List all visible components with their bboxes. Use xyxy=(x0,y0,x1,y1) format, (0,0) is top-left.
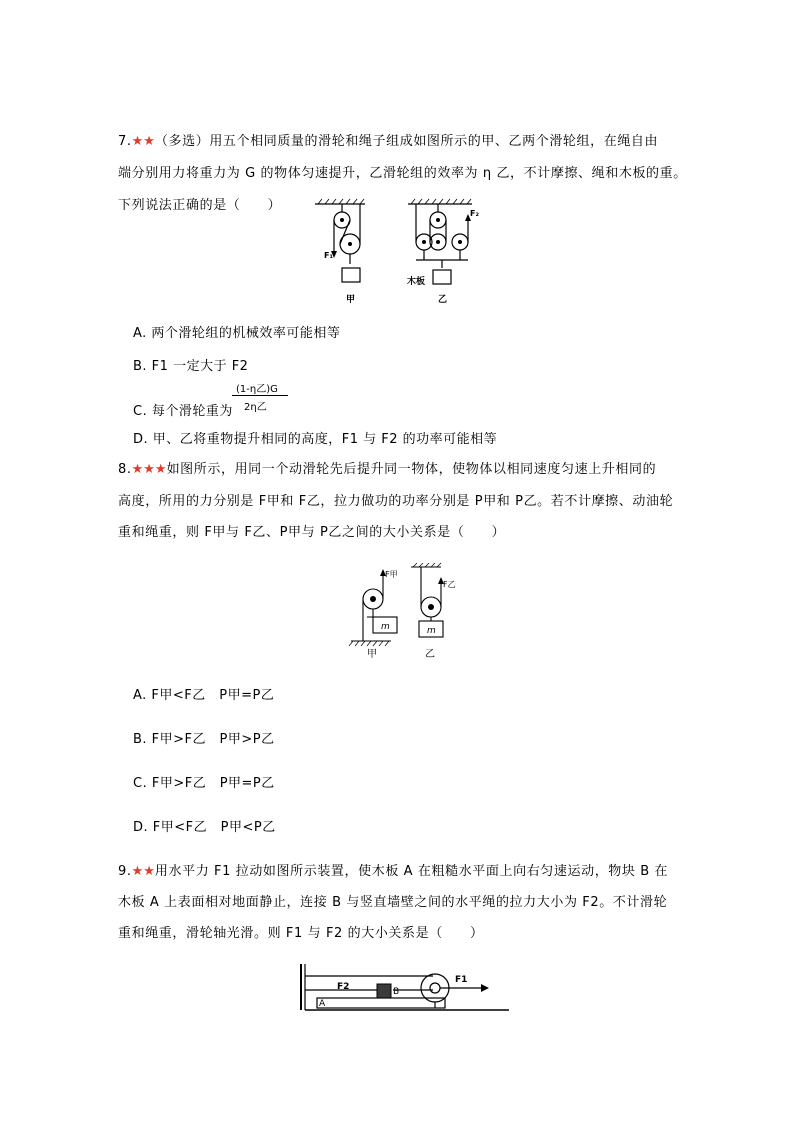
q7-line-1 xyxy=(118,130,658,149)
q7-fig-f2-label: F₂ xyxy=(470,209,479,218)
q7-fig-jia-label: 甲 xyxy=(346,295,356,305)
q7-fraction-denominator: 2η乙 xyxy=(244,402,267,413)
q9-fig-f1-label: F1 xyxy=(455,975,468,985)
q7-option-b: B. F1 一定大于 F2 xyxy=(133,359,249,374)
q9-fig-b-label: B xyxy=(393,987,400,997)
q9-fig-f2-label: F2 xyxy=(337,982,350,992)
q9-fig-a-label: A xyxy=(319,999,326,1009)
q8-option-b: B. F甲>F乙 P甲>P乙 xyxy=(133,732,275,747)
q8-text-1: 如图所示，用同一个动滑轮先后提升同一物体，使物体以相同速度匀速上升相同的 xyxy=(166,462,657,477)
q7-pulley-figure xyxy=(310,198,510,308)
q7-fig-yi-label: 乙 xyxy=(438,295,448,305)
q8-fig-yi-label: 乙 xyxy=(425,649,435,660)
q8-difficulty-stars: ★★★ xyxy=(131,462,167,477)
q9-line-1 xyxy=(118,860,668,879)
q8-line-2: 高度，所用的力分别是 F甲和 F乙，拉力做功的功率分别是 P甲和 P乙。若不计摩擦、动油轮 xyxy=(118,494,674,509)
q8-option-a: A. F甲<F乙 P甲=P乙 xyxy=(133,688,275,703)
q8-fig-fyi-label: F乙 xyxy=(443,580,456,589)
q7-line-2: 端分别用力将重力为 G 的物体匀速提升，乙滑轮组的效率为 η 乙，不计摩擦、绳和木板的重。 xyxy=(118,166,687,181)
q7-difficulty-stars: ★★ xyxy=(131,134,155,149)
q7-fraction-numerator: (1-η乙)G xyxy=(236,384,278,395)
q8-line-3: 重和绳重，则 F甲与 F乙、P甲与 P乙之间的大小关系是（ ） xyxy=(118,525,506,540)
q8-fig-mass-label-yi: m xyxy=(427,626,436,636)
q9-line-3: 重和绳重，滑轮轴光滑。则 F1 与 F2 的大小关系是（ ） xyxy=(118,926,484,941)
q8-line-1 xyxy=(118,458,656,477)
q9-board-pulley-figure xyxy=(297,962,512,1017)
q7-fig-f1-label: F₁ xyxy=(324,251,333,260)
q7-fig-board-label: 木板 xyxy=(407,277,426,287)
q7-line-3: 下列说法正确的是（ ） xyxy=(118,198,282,213)
q7-option-a: A. 两个滑轮组的机械效率可能相等 xyxy=(133,326,341,341)
q8-fig-mass-label-jia: m xyxy=(381,622,390,632)
q9-line-2: 木板 A 上表面相对地面静止，连接 B 与竖直墙壁之间的水平绳的拉力大小为 F2。不计滑轮 xyxy=(118,895,668,910)
q7-number: 7. xyxy=(118,134,132,149)
q7-fraction-bar xyxy=(232,395,288,396)
q8-pulley-figure xyxy=(345,563,465,658)
q9-text-1: 用水平力 F1 拉动如图所示装置，使木板 A 在粗糙水平面上向右匀速运动，物块 B 在 xyxy=(154,864,669,879)
q8-fig-fjia-label: F甲 xyxy=(385,570,398,579)
q8-option-c: C. F甲>F乙 P甲=P乙 xyxy=(133,776,275,791)
q8-option-d: D. F甲<F乙 P甲<P乙 xyxy=(133,820,276,835)
q8-fig-jia-label: 甲 xyxy=(367,649,377,660)
q7-option-c: C. 每个滑轮重为 xyxy=(133,404,233,419)
q8-number: 8. xyxy=(118,462,132,477)
q7-option-d: D. 甲、乙将重物提升相同的高度，F1 与 F2 的功率可能相等 xyxy=(133,432,498,447)
q7-text-1: （多选）用五个相同质量的滑轮和绳子组成如图所示的甲、乙两个滑轮组，在绳自由 xyxy=(154,134,659,149)
q9-difficulty-stars: ★★ xyxy=(131,864,155,879)
q9-number: 9. xyxy=(118,864,132,879)
